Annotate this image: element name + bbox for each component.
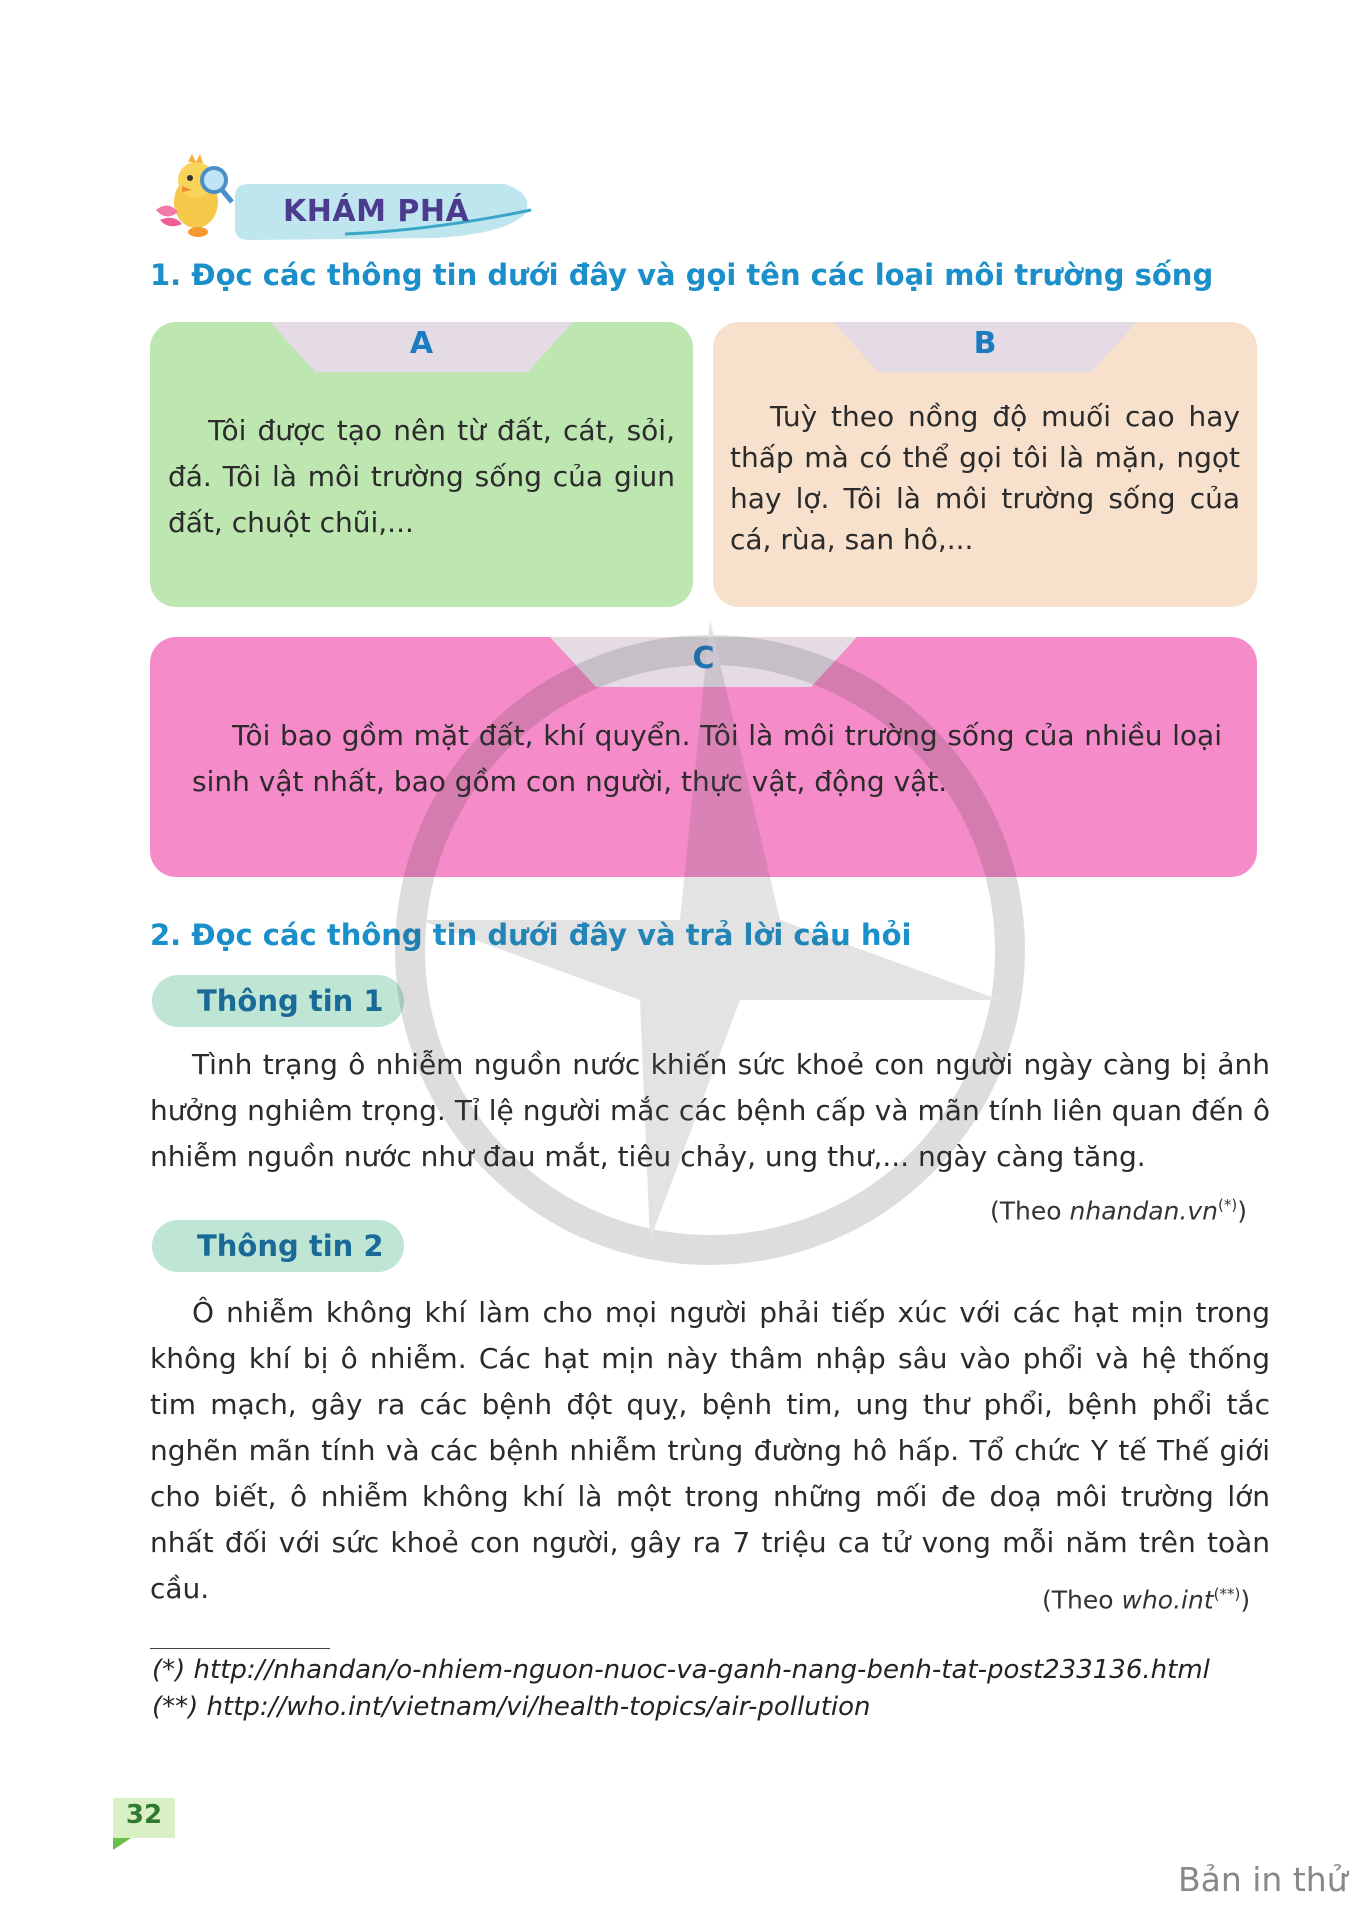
info-1-label: Thông tin 1 — [152, 975, 404, 1027]
habitat-box-b — [713, 322, 1257, 607]
question-1-heading: 1. Đọc các thông tin dưới đây và gọi tên các loại môi trường sống — [150, 258, 1214, 292]
box-b-text-content: Tuỳ theo nồng độ muối cao hay thấp mà có thể gọi tôi là mặn, ngọt hay lợ. Tôi là môi trường sống của cá, rùa, san hô,... — [730, 400, 1240, 556]
bird-mascot-icon — [148, 150, 248, 250]
section-title: KHÁM PHÁ — [283, 194, 470, 229]
habitat-box-a — [150, 322, 693, 607]
footnote-2: (**) http://who.int/vietnam/vi/health-topics/air-pollution — [152, 1692, 871, 1722]
info-2-text — [150, 1290, 1270, 1615]
info-2-text-content: Ô nhiễm không khí làm cho mọi người phải tiếp xúc với các hạt mịn trong không khí bị ô nhiễm. Các hạt mịn này thâm nhập sâu vào phổi và hệ thống tim mạch, gây ra các bệnh đột quỵ, bệnh tim, ung thư phổi, bệnh phổi tắc nghẽn mãn tính và các bệnh nhiễm trùng đường hô hấp. Tổ chức Y tế Thế giới cho biết, ô nhiễm không khí là một trong những mối đe doạ môi trường lớn nhất đối với sức khoẻ con người, gây ra 7 triệu ca tử vong mỗi năm trên toàn cầu. — [150, 1296, 1270, 1605]
box-c-text-content: Tôi bao gồm mặt đất, khí quyển. Tôi là môi trường sống của nhiều loại sinh vật nhất, bao gồm con người, thực vật, động vật. — [192, 719, 1222, 798]
box-a-text — [168, 408, 675, 546]
info-1-source-suffix: ) — [1237, 1196, 1247, 1226]
box-b-text — [730, 396, 1240, 560]
info-1-source-site: nhandan.vn — [1069, 1196, 1218, 1226]
footnote-1: (*) http://nhandan/o-nhiem-nguon-nuoc-va-ganh-nang-benh-tat-post233136.html — [152, 1655, 1210, 1685]
info-2-label: Thông tin 2 — [152, 1220, 404, 1272]
info-2-source — [1042, 1585, 1250, 1614]
box-c-label: C — [692, 641, 715, 676]
footnote-divider — [150, 1648, 330, 1649]
info-1-text — [150, 1042, 1270, 1180]
info-2-source-suffix: ) — [1240, 1585, 1251, 1615]
info-2-source-mark: (**) — [1213, 1585, 1241, 1603]
info-2-source-prefix: (Theo — [1042, 1585, 1122, 1615]
box-c-text — [192, 713, 1222, 805]
box-b-label: B — [973, 326, 997, 361]
info-1-text-content: Tình trạng ô nhiễm nguồn nước khiến sức khoẻ con người ngày càng bị ảnh hưởng nghiêm trọng. Tỉ lệ người mắc các bệnh cấp và mãn tính liên quan đến ô nhiễm nguồn nước như đau mắt, tiêu chảy, ung thư,... ngày càng tăng. — [150, 1048, 1270, 1173]
habitat-box-c — [150, 637, 1257, 877]
page-number-tail — [113, 1838, 131, 1850]
info-1-source-mark: (*) — [1217, 1196, 1238, 1214]
box-a-text-content: Tôi được tạo nên từ đất, cát, sỏi, đá. Tôi là môi trường sống của giun đất, chuột chũi,... — [168, 414, 675, 539]
question-2-heading: 2. Đọc các thông tin dưới đây và trả lời câu hỏi — [150, 918, 912, 952]
page-number: 32 — [125, 1800, 163, 1830]
draft-label: Bản in thử — [1178, 1860, 1348, 1899]
info-1-source — [990, 1196, 1247, 1225]
info-2-source-site: who.int — [1121, 1585, 1214, 1615]
box-a-label: A — [409, 326, 434, 361]
info-1-source-prefix: (Theo — [990, 1196, 1070, 1226]
